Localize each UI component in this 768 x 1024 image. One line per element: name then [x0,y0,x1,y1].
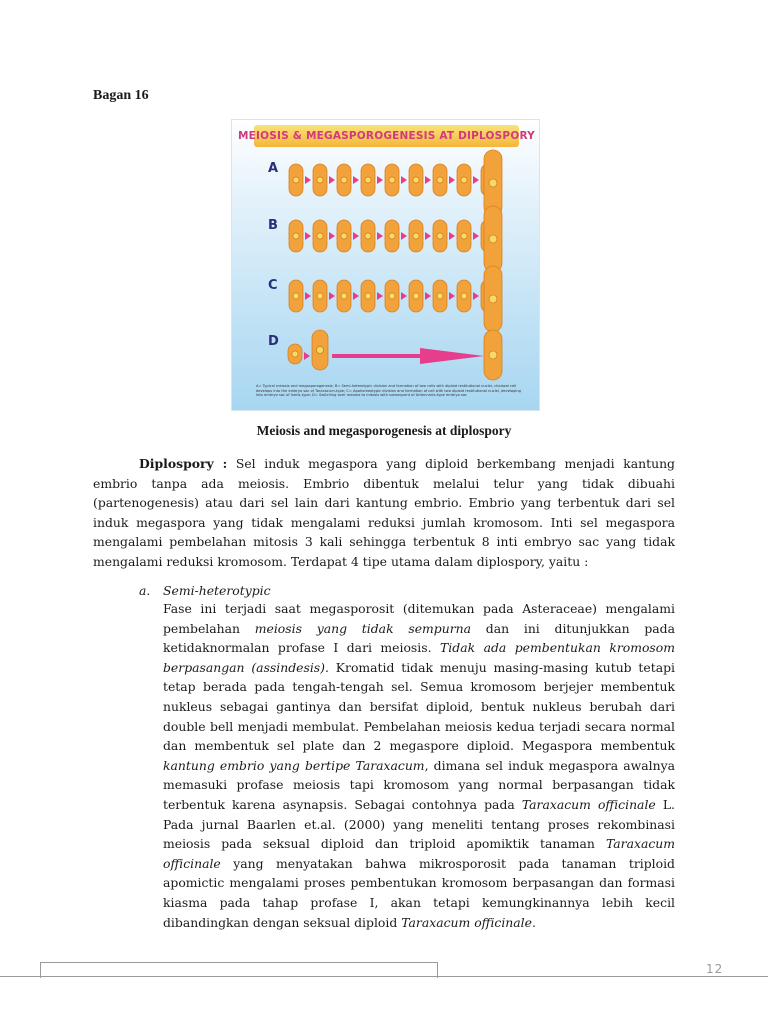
cell-nucleus [437,293,443,299]
cell-nucleus [293,177,299,183]
arrow-right-icon [401,176,407,184]
cell-nucleus [365,293,371,299]
arrow-right-icon [353,232,359,240]
arrow-right-icon [425,176,431,184]
cell-nucleus [413,293,419,299]
cell-nucleus [389,177,395,183]
arrow-right-icon [305,176,311,184]
row-label-b: B [268,218,278,233]
body-text: L. Pada jurnal Baarlen et.al. (2000) yang meneliti tentang proses rekombinasi meiosis pada seksual diploid dan triploid apomiktik tanaman [163,796,675,852]
arrow-right-icon [473,292,479,300]
arrow-right-icon [420,348,484,364]
list-marker: a. [139,583,151,598]
cell-nucleus [489,351,497,359]
cell-nucleus [317,293,323,299]
arrow-right-icon [449,292,455,300]
page-number: 12 [706,962,724,976]
arrow-right-icon [401,232,407,240]
intro-term: Diplospory : [139,456,228,471]
section-label: Bagan 16 [93,88,149,103]
cell-nucleus [317,233,323,239]
list-item-title: Semi-heterotypic [163,583,271,598]
cell-nucleus [413,177,419,183]
cell-nucleus [341,293,347,299]
body-text: , dimana sel induk megaspora awalnya memasuki profase meiosis tapi kromosom yang normal berpasangan tidak terbentuk karena asynapsis. Sebagai contohnya pada [163,757,675,812]
cell-nucleus [489,179,497,187]
figure-note: A= Typical meiosis and megasporogenesis; B= Semi-heterotypic division and formation of two cells with diploid restitutional nuclei, chalazal cell develops into the embryo sac of Taraxacum-type; C= Apohomeotypic division and formation of cell with two diploid restitutional nuclei, developing into embryo sac of Ixeris-type; D= Switching over meiosis to mitosis with subsequent of Antennaria-type embryo sac [256,384,521,398]
body-text: Kromatid tidak menuju masing-masing kutub tetapi tetap berada pada tengah-tengah sel. Semua kromosom berjejer membentuk nukleus sebagai gantinya dan bersifat diploid, bentuk nukleus berubah dari double bell menjadi membulat. Pembelahan meiosis kedua terjadi secara normal dan membentuk sel plate dan 2 megaspore diploid. Megaspora membentuk [163,659,675,754]
arrow-right-icon [305,232,311,240]
cell-nucleus [389,293,395,299]
row-label-c: C [268,278,278,293]
body-emphasis: meiosis yang tidak sempurna [254,620,471,636]
intro-paragraph [93,454,675,572]
arrow-right-icon [425,292,431,300]
cell-nucleus [341,177,347,183]
cell-nucleus [489,235,497,243]
arrow-right-icon [353,176,359,184]
cell-nucleus [365,233,371,239]
arrow-right-icon [329,176,335,184]
footer-line [0,976,768,977]
body-emphasis: Taraxacum officinale [401,914,532,930]
cell-nucleus [437,233,443,239]
arrow-right-icon [425,232,431,240]
cell-nucleus [437,177,443,183]
cell-nucleus [293,293,299,299]
cell-nucleus [489,295,497,303]
diplospory-figure [231,119,540,411]
figure-title: MEIOSIS & MEGASPOROGENESIS AT DIPLOSPORY [238,130,535,142]
cell-nucleus [293,233,299,239]
arrow-right-icon [329,292,335,300]
body-text: . [531,914,536,930]
arrow-right-icon [353,292,359,300]
arrow-right-icon [449,176,455,184]
row-label-a: A [268,161,279,176]
cell-nucleus [389,233,395,239]
arrow-right-icon [304,352,310,360]
arrow-right-icon [449,232,455,240]
arrow-right-icon [377,176,383,184]
figure-caption: Meiosis and megasporogenesis at diplospory [256,423,512,438]
arrow-right-icon [473,176,479,184]
body-emphasis: Tidak ada pembentukan kromosom berpasangan (assindesis). [163,640,675,675]
cell-nucleus [461,177,467,183]
arrow-right-icon [473,232,479,240]
body-emphasis: Taraxacum officinale [163,836,675,871]
meiosis-diagram [232,120,539,410]
cell-nucleus [316,346,323,353]
list-item-body [163,599,675,932]
cell-nucleus [341,233,347,239]
arrow-right-icon [329,232,335,240]
cell-nucleus [292,351,298,357]
body-emphasis: Taraxacum officinale [521,796,656,812]
row-label-d: D [268,334,279,349]
cell-nucleus [365,177,371,183]
arrow-right-icon [377,232,383,240]
body-text: dan ini ditunjukkan pada ketidaknormalan profase I dari meiosis. [163,620,675,656]
arrow-right-icon [305,292,311,300]
arrow-right-icon [401,292,407,300]
arrow-right-icon [377,292,383,300]
cell-nucleus [413,233,419,239]
cell-nucleus [317,177,323,183]
cell-nucleus [461,293,467,299]
body-text: yang menyatakan bahwa mikrosporosit pada tanaman triploid apomictic mengalami proses pembentukan kromosom berpasangan dan formasi kiasma pada tahap profase I, akan tetapi kemungkinannya lebih kecil dibandingkan dengan seksual diploid [163,855,675,930]
cell-nucleus [461,233,467,239]
body-text: Fase ini terjadi saat megasporosit (ditemukan pada Asteraceae) mengalami pembelahan [163,601,675,636]
intro-text: Sel induk megaspora yang diploid berkembang menjadi kantung embrio tanpa ada meiosis. Embrio dibentuk melalui telur yang tidak dibuahi (partenogenesis) atau dari sel lain dari kantung embrio. Embrio yang terbentuk dari sel induk megaspora yang tidak mengalami reduksi jumlah kromosom. Inti sel megaspora mengalami pembelahan mitosis 3 kali sehingga terbentuk 8 inti embryo sac yang tidak mengalami reduksi kromosom. Terdapat 4 tipe utama dalam diplospory, yaitu : [93,456,675,569]
arrow-shaft [332,354,422,358]
body-emphasis: kantung embrio yang bertipe Taraxacum [163,757,425,773]
